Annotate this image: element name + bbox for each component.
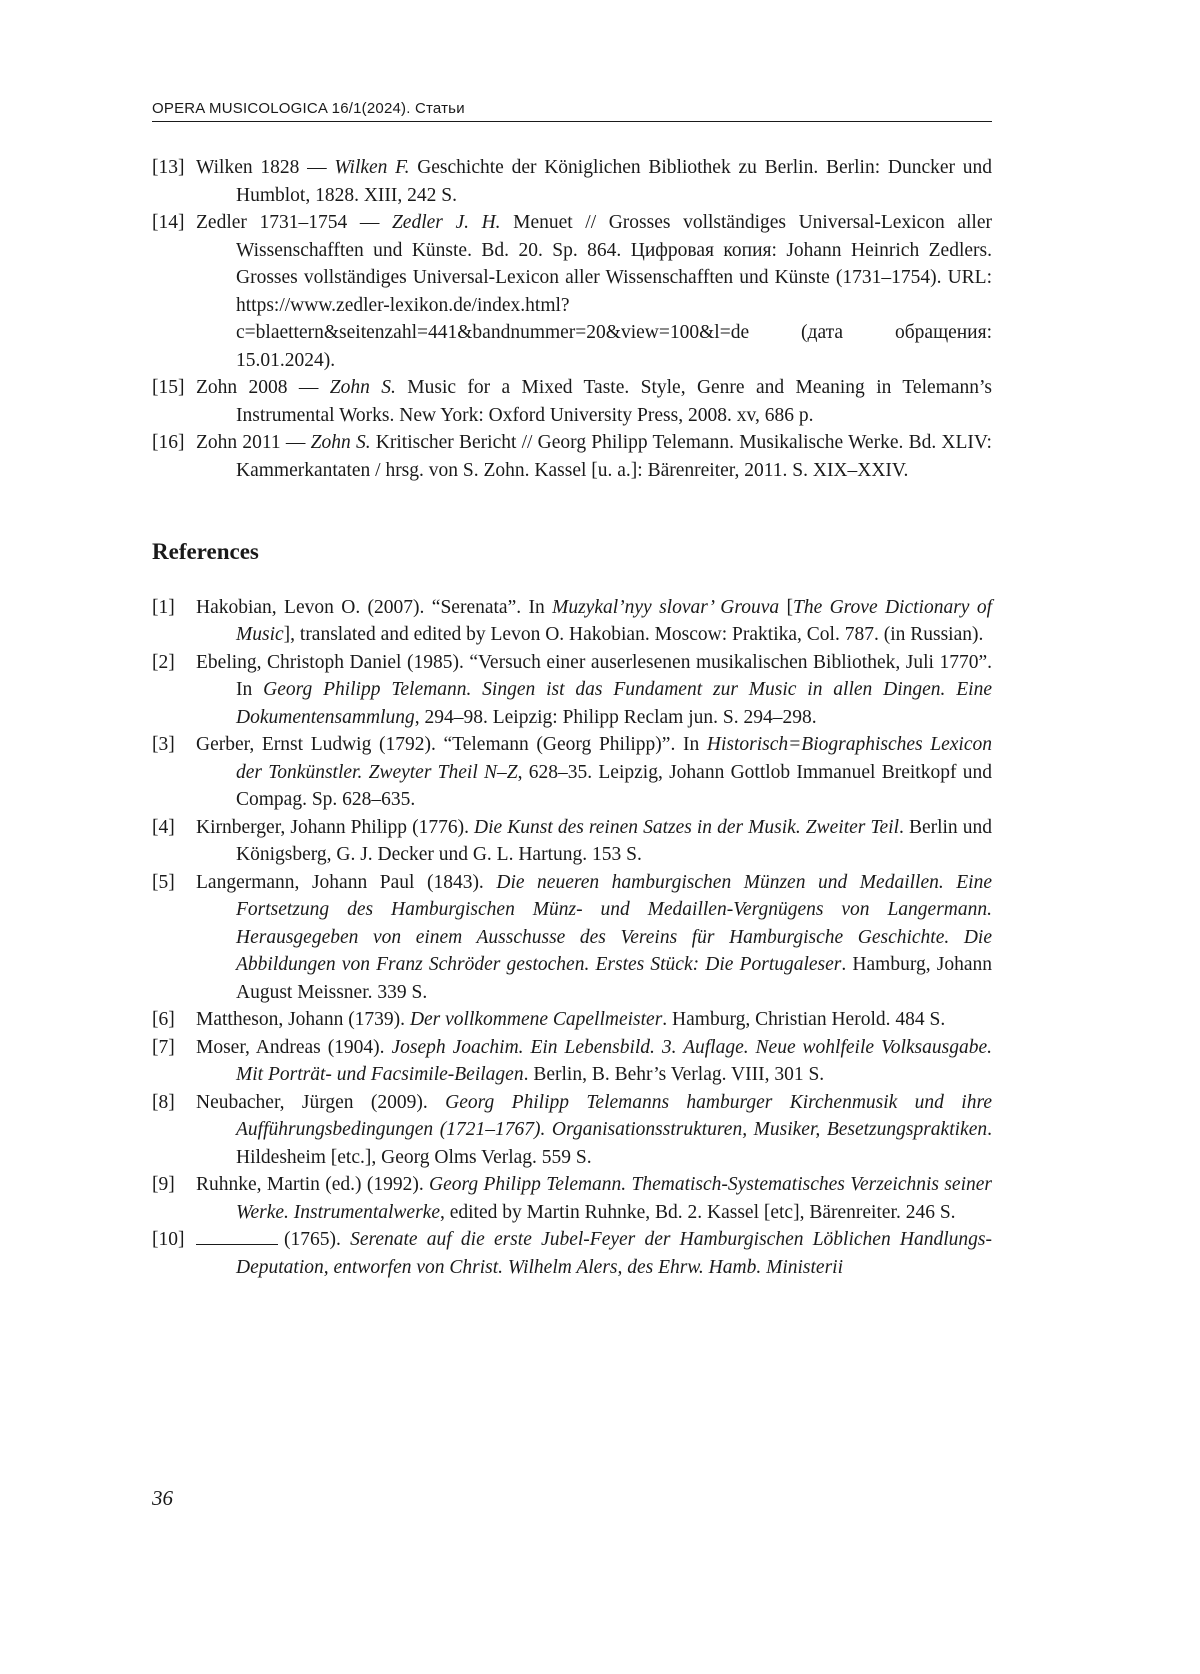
reference-text: Menuet // Grosses vollständiges Universal-Lexicon aller Wissenschafften und Künste. Bd. 20. Sp. 864. Цифровая копия: Johann Heinrich Zedlers. Grosses vollständiges Universal-Lexicon aller Wissenschafften und Künste (1731–1754). URL: https://www.zedler-lexikon.de/index.html?c=blaettern&seitenzahl=441&bandnummer=20&view=100&l=de (дата обращения: 15.01.2024).: [236, 212, 992, 371]
reference-text: ], translated and edited by Levon O. Hakobian. Moscow: Praktika, Col. 787. (in Russian).: [283, 624, 984, 645]
reference-key: Zohn 2008 —: [196, 377, 330, 398]
reference-text: , 294–98. Leipzig: Philipp Reclam jun. S. 294–298.: [414, 706, 817, 728]
reference-author: Zohn S.: [310, 432, 371, 453]
author-dash-line: [196, 1228, 278, 1245]
reference-text: Kritischer Bericht // Georg Philipp Telemann. Musikalische Werke. Bd. XLIV: Kammerkantaten / hrsg. von S. Zohn. Kassel [u. a.]: Bärenreiter, 2011. S. XIX–XXIV.: [236, 432, 992, 481]
reference-title: Muzykal’nyy slovar’ Grouva: [552, 596, 780, 618]
source-item: [152, 154, 992, 209]
source-item: [152, 374, 992, 429]
reference-title: The Grove Dictionary of Music: [236, 596, 992, 645]
reference-text: Gerber, Ernst Ludwig (1792). “Telemann (Georg Philipp)”. In: [196, 734, 707, 755]
references-title: References: [152, 539, 259, 564]
reference-number: [9]: [152, 1174, 175, 1195]
reference-item: [152, 1034, 992, 1089]
reference-number: [1]: [152, 596, 175, 618]
reference-item: [152, 1171, 992, 1226]
reference-text: (1765).: [284, 1229, 351, 1250]
reference-number: [3]: [152, 734, 175, 755]
reference-title: Joseph Joachim. Ein Lebensbild. 3. Auflage. Neue wohlfeile Volksausgabe. Mit Porträt- und Facsimile-Beilagen: [236, 1036, 992, 1085]
reference-number: [10]: [152, 1229, 185, 1250]
reference-author: Wilken F.: [334, 157, 410, 178]
reference-number: [7]: [152, 1036, 175, 1058]
reference-text: Mattheson, Johann (1739).: [196, 1009, 410, 1030]
reference-title: Georg Philipp Telemann. Thematisch-Systematisches Verzeichnis seiner Werke. Instrumentalwerke: [236, 1174, 992, 1223]
reference-number: [16]: [152, 432, 185, 453]
reference-title: Georg Philipp Telemann. Singen ist das Fundament zur Music in allen Dingen. Eine Dokumentensammlung: [236, 679, 992, 728]
reference-text: Kirnberger, Johann Philipp (1776).: [196, 816, 475, 838]
reference-number: [2]: [152, 651, 175, 673]
reference-title: Georg Philipp Telemanns hamburger Kirchenmusik und ihre Aufführungsbedingungen (1721–1767). Organisationsstrukturen, Musiker, Besetzungspraktiken: [236, 1091, 992, 1140]
reference-title: Der vollkommene Capellmeister: [409, 1009, 663, 1030]
reference-number: [6]: [152, 1009, 175, 1030]
source-list: [152, 154, 992, 484]
reference-text: Langermann, Johann Paul (1843).: [196, 871, 497, 893]
reference-item: [152, 1006, 992, 1034]
reference-author: Zedler J. H.: [391, 212, 501, 233]
references-list: [152, 594, 992, 1227]
reference-text: Ebeling, Christoph Daniel (1985). “Versuch einer auserlesenen musikalischen Bibliothek, Juli 1770”. In: [196, 651, 992, 700]
reference-text: Music for a Mixed Taste. Style, Genre and Meaning in Telemann’s Instrumental Works. New York: Oxford University Press, 2008. xv, 686 p.: [236, 377, 992, 426]
reference-text: Hakobian, Levon O. (2007). “Serenata”. In: [196, 596, 553, 618]
reference-item: [152, 649, 992, 732]
reference-text: Moser, Andreas (1904).: [196, 1036, 392, 1058]
reference-number: [15]: [152, 377, 185, 398]
reference-item: [152, 594, 992, 649]
reference-author: Zohn S.: [329, 377, 396, 398]
reference-key: Zedler 1731–1754 —: [196, 212, 392, 233]
reference-text: , edited by Martin Ruhnke, Bd. 2. Kassel [etc], Bärenreiter. 246 S.: [439, 1201, 956, 1223]
reference-text: , 628–35. Leipzig, Johann Gottlob Immanuel Breitkopf und Compag. Sp. 628–635.: [236, 761, 992, 810]
reference-text: Neubacher, Jürgen (2009).: [196, 1091, 446, 1113]
reference-text: . Berlin, B. Behr’s Verlag. VIII, 301 S.: [523, 1064, 825, 1085]
reference-text: . Hildesheim [etc.], Georg Olms Verlag. 559 S.: [236, 1119, 992, 1168]
page-number: 36: [152, 1486, 173, 1510]
reference-text: . Hamburg, Johann August Meissner. 339 S.: [236, 954, 992, 1003]
reference-text: [: [779, 596, 793, 618]
reference-title: Historisch=Biographisches Lexicon der Tonkünstler. Zweyter Theil N–Z: [236, 734, 992, 783]
reference-item-10: [152, 1226, 992, 1281]
source-item: [152, 429, 992, 484]
reference-key: Wilken 1828 —: [196, 157, 335, 178]
content: [152, 154, 992, 1281]
reference-text: Geschichte der Königlichen Bibliothek zu Berlin. Berlin: Duncker und Humblot, 1828. XIII, 242 S.: [236, 157, 992, 206]
reference-title: Serenate auf die erste Jubel-Feyer der Hamburgischen Löblichen Handlungs-Deputation, entworfen von Christ. Wilhelm Alers, des Ehrw. Hamb. Ministerii: [236, 1229, 992, 1278]
running-head: OPERA MUSICOLOGICA 16/1(2024). Статьи: [152, 100, 992, 122]
reference-item: [152, 1089, 992, 1172]
reference-item: [152, 814, 992, 869]
reference-number: [14]: [152, 212, 185, 233]
reference-number: [13]: [152, 157, 185, 178]
reference-item: [152, 731, 992, 814]
reference-key: Zohn 2011 —: [196, 432, 311, 453]
reference-text: Ruhnke, Martin (ed.) (1992).: [196, 1174, 430, 1195]
reference-number: [8]: [152, 1091, 175, 1113]
reference-text: . Berlin und Königsberg, G. J. Decker und G. L. Hartung. 153 S.: [236, 816, 993, 865]
reference-number: [4]: [152, 816, 175, 838]
reference-title: Die Kunst des reinen Satzes in der Musik. Zweiter Teil: [474, 816, 899, 838]
reference-number: [5]: [152, 871, 175, 893]
source-item: [152, 209, 992, 374]
reference-text: . Hamburg, Christian Herold. 484 S.: [662, 1009, 946, 1030]
reference-title: Die neueren hamburgischen Münzen und Medaillen. Eine Fortsetzung des Hamburgischen Münz- und Medaillen-Vergnügens von Langermann. Herausgegeben von einem Ausschusse des Vereins für Hamburgische Geschichte. Die Abbildungen von Franz Schröder gestochen. Erstes Stück: Die Portugaleser: [236, 871, 993, 975]
reference-item: [152, 869, 992, 1007]
